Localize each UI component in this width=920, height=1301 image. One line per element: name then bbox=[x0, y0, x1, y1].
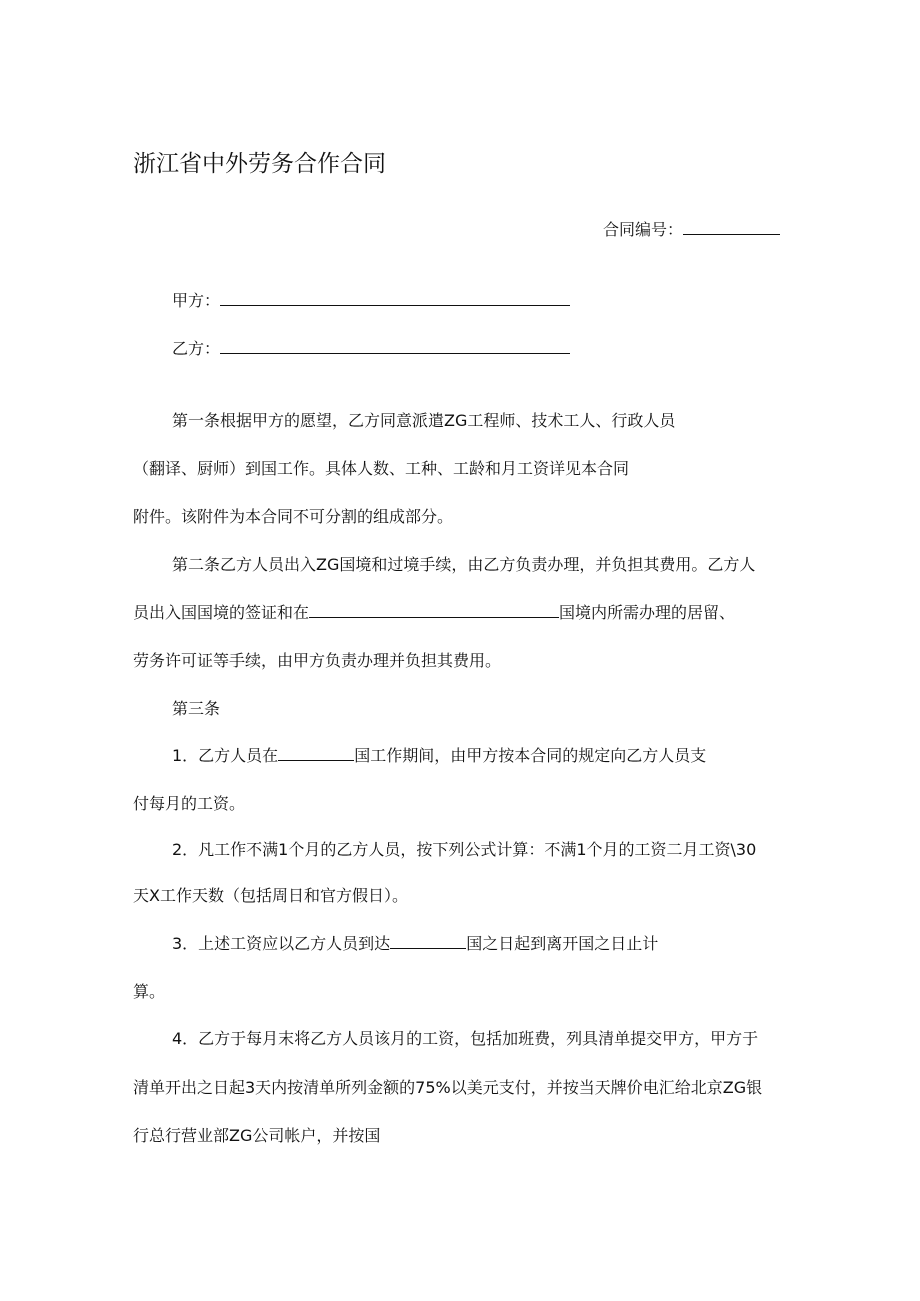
party-a-blank bbox=[220, 291, 570, 306]
clause-3-line-1-end: 国之日起到离开国之日止计 bbox=[466, 934, 659, 953]
clause-1-line-1-end: 国工作期间，由甲方按本合同的规定向乙方人员支 bbox=[354, 746, 707, 765]
clause-1-line-2: 付每月的工资。 bbox=[133, 794, 246, 813]
article-2-line-2 bbox=[133, 603, 735, 623]
clause-4-line-2: 清单开出之日起3天内按清单所列金额的75%以美元支付，并按当天牌价电汇给北京ZG银 bbox=[133, 1078, 763, 1097]
clause-1-line-1 bbox=[172, 746, 706, 766]
document-title: 浙江省中外劳务合作合同 bbox=[133, 151, 386, 177]
article-2-line-3: 劳务许可证等手续，由甲方负责办理并负担其费用。 bbox=[133, 651, 502, 670]
clause-1-line-1-start: 1．乙方人员在 bbox=[172, 746, 279, 765]
article-1-line-2: （翻译、厨师）到国工作。具体人数、工种、工龄和月工资详见本合同 bbox=[133, 459, 630, 478]
article-3-heading: 第三条 bbox=[172, 699, 221, 718]
party-b-blank bbox=[220, 339, 570, 354]
party-b-row bbox=[172, 339, 570, 359]
party-a-label: 甲方： bbox=[172, 291, 221, 310]
clause-2-line-1: 2．凡工作不满1个月的乙方人员，按下列公式计算：不满1个月的工资二月工资\30 bbox=[172, 840, 757, 859]
country-blank-3 bbox=[390, 934, 466, 949]
article-1-line-1: 第一条根据甲方的愿望，乙方同意派遣ZG工程师、技术工人、行政人员 bbox=[172, 411, 676, 430]
article-2-line-2-start: 员出入国国境的签证和在 bbox=[133, 603, 310, 622]
clause-4-line-1: 4．乙方于每月末将乙方人员该月的工资，包括加班费，列具清单提交甲方，甲方于 bbox=[172, 1029, 759, 1048]
article-1-line-3: 附件。该附件为本合同不可分割的组成部分。 bbox=[133, 507, 454, 526]
country-blank-1 bbox=[309, 603, 559, 618]
clause-3-line-2: 算。 bbox=[133, 982, 166, 1001]
clause-3-line-1 bbox=[172, 934, 658, 954]
contract-number-blank bbox=[683, 220, 780, 235]
clause-3-line-1-start: 3．上述工资应以乙方人员到达 bbox=[172, 934, 391, 953]
article-2-line-1: 第二条乙方人员出入ZG国境和过境手续，由乙方负责办理，并负担其费用。乙方人 bbox=[172, 555, 756, 574]
article-2-line-2-end: 国境内所需办理的居留、 bbox=[559, 603, 736, 622]
contract-number-row bbox=[603, 220, 780, 240]
party-a-row bbox=[172, 291, 570, 311]
clause-4-line-3: 行总行营业部ZG公司帐户，并按国 bbox=[133, 1126, 381, 1145]
party-b-label: 乙方： bbox=[172, 339, 221, 358]
clause-2-line-2: 天X工作天数（包括周日和官方假日）。 bbox=[133, 886, 408, 905]
contract-number-label: 合同编号： bbox=[603, 220, 684, 239]
country-blank-2 bbox=[278, 746, 354, 761]
